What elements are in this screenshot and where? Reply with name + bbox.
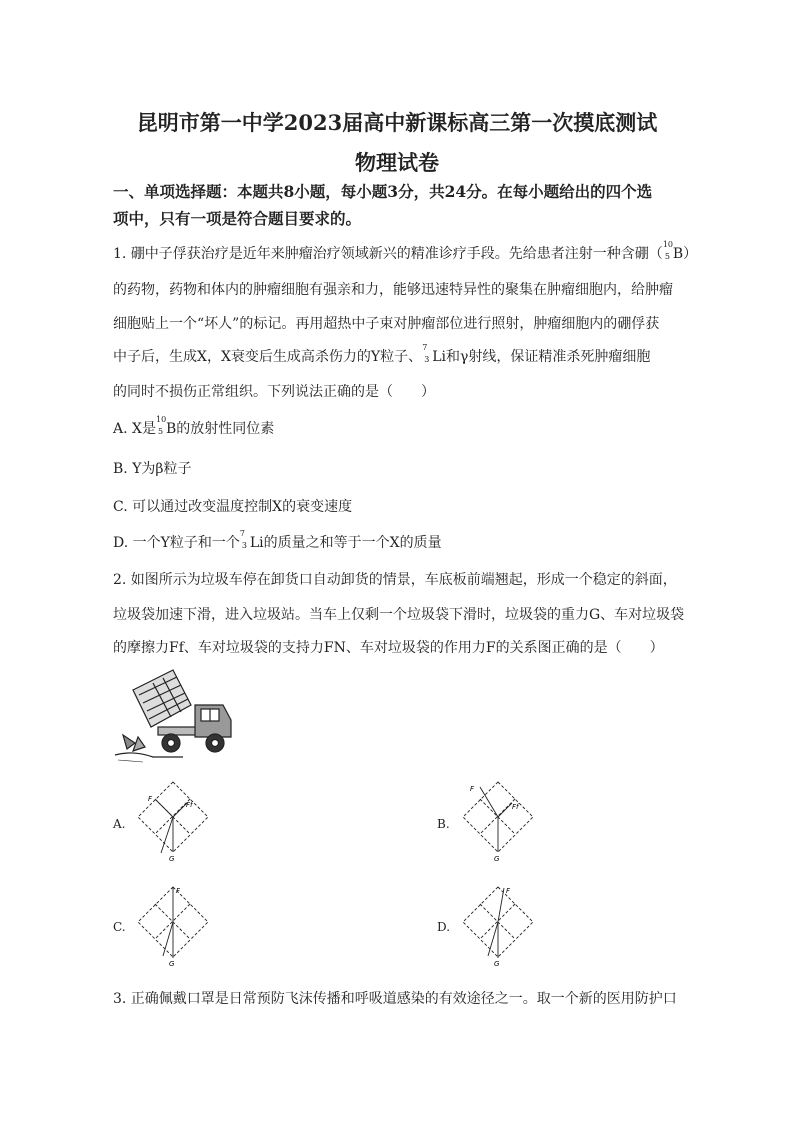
q1-option-a: A. X是 10 5 B的放射性同位素: [113, 415, 275, 437]
q2-line-2: 垃圾袋加速下滑，进入垃圾站。当车上仅剩一个垃圾袋下滑时，垃圾袋的重力G、车对垃圾袋: [113, 607, 685, 623]
q1-line-3: 细胞贴上一个“坏人”的标记。再用超热中子束对肿瘤部位进行照射，肿瘤细胞内的硼俘获: [113, 316, 660, 332]
q2-line-3: 的摩擦力Ff、车对垃圾袋的支持力FN、车对垃圾袋的作用力F的关系图正确的是（ ）: [113, 640, 664, 656]
q1-line-5: 的同时不损伤正常组织。下列说法正确的是（ ）: [113, 384, 435, 400]
q1-line-4: 中子后，生成X，X衰变后生成高杀伤力的Y粒子、 7 3 Li和γ射线，保证精准杀死肿瘤细胞: [113, 343, 651, 365]
label-F-d: F: [506, 887, 511, 895]
force-diagram-b: [458, 777, 538, 865]
label-G-a: G: [169, 855, 175, 863]
section-line-1: 一、单项选择题：本题共8小题，每小题3分，共24分。在每小题给出的四个选: [113, 182, 653, 201]
q2-line-1: 2. 如图所示为垃圾车停在卸货口自动卸货的情景，车底板前端翘起，形成一个稳定的斜面，: [113, 572, 677, 588]
label-Ff-b: Ff: [512, 803, 519, 811]
exam-subtitle: 物理试卷: [355, 150, 439, 175]
section-header: [113, 178, 693, 232]
q2-option-c-label: C.: [113, 920, 126, 934]
label-G-b: G: [494, 855, 500, 863]
q1-line-1: 1. 硼中子俘获治疗是近年来肿瘤治疗领域新兴的精准诊疗手段。先给患者注射一种含硼（ 10 5 B）: [113, 240, 698, 262]
label-F-a: F: [148, 795, 153, 803]
q3-line-1: 3. 正确佩戴口罩是日常预防飞沫传播和呼吸道感染的有效途径之一。取一个新的医用防护口: [113, 991, 677, 1007]
label-Ff-a: Ff: [186, 801, 193, 809]
force-diagram-a: [133, 777, 213, 865]
lithium-nuclide: 7 3 Li: [422, 343, 446, 365]
q1-line-2: 的药物，药物和体内的肿瘤细胞有强亲和力，能够迅速特异性的聚集在肿瘤细胞内，给肿瘤: [113, 282, 673, 298]
force-diagram-c: [133, 882, 213, 970]
force-diagram-d: [458, 882, 538, 970]
q2-option-d-label: D.: [437, 920, 451, 934]
label-G-c: G: [169, 960, 175, 968]
exam-title: 昆明市第一中学2023届高中新课标高三第一次摸底测试: [136, 110, 658, 135]
q1-option-c: C. 可以通过改变温度控制X的衰变速度: [113, 499, 353, 515]
q2-option-b-label: B.: [437, 817, 450, 831]
section-line-2: 项中，只有一项是符合题目要求的。: [113, 209, 362, 228]
q2-option-a-label: A.: [113, 817, 126, 831]
garbage-truck-illustration: [113, 665, 243, 765]
q1-option-b: B. Y为β粒子: [113, 461, 192, 477]
label-G-d: G: [494, 960, 500, 968]
boron-nuclide-option: 10 5 B: [155, 415, 177, 437]
q1-option-d: D. 一个Y粒子和一个 7 3 Li的质量之和等于一个X的质量: [113, 529, 442, 551]
boron-nuclide: 10 5 B: [662, 240, 684, 262]
label-F-c: F: [176, 887, 181, 895]
label-F-b: F: [470, 785, 475, 793]
lithium-nuclide-option: 7 3 Li: [239, 529, 264, 551]
